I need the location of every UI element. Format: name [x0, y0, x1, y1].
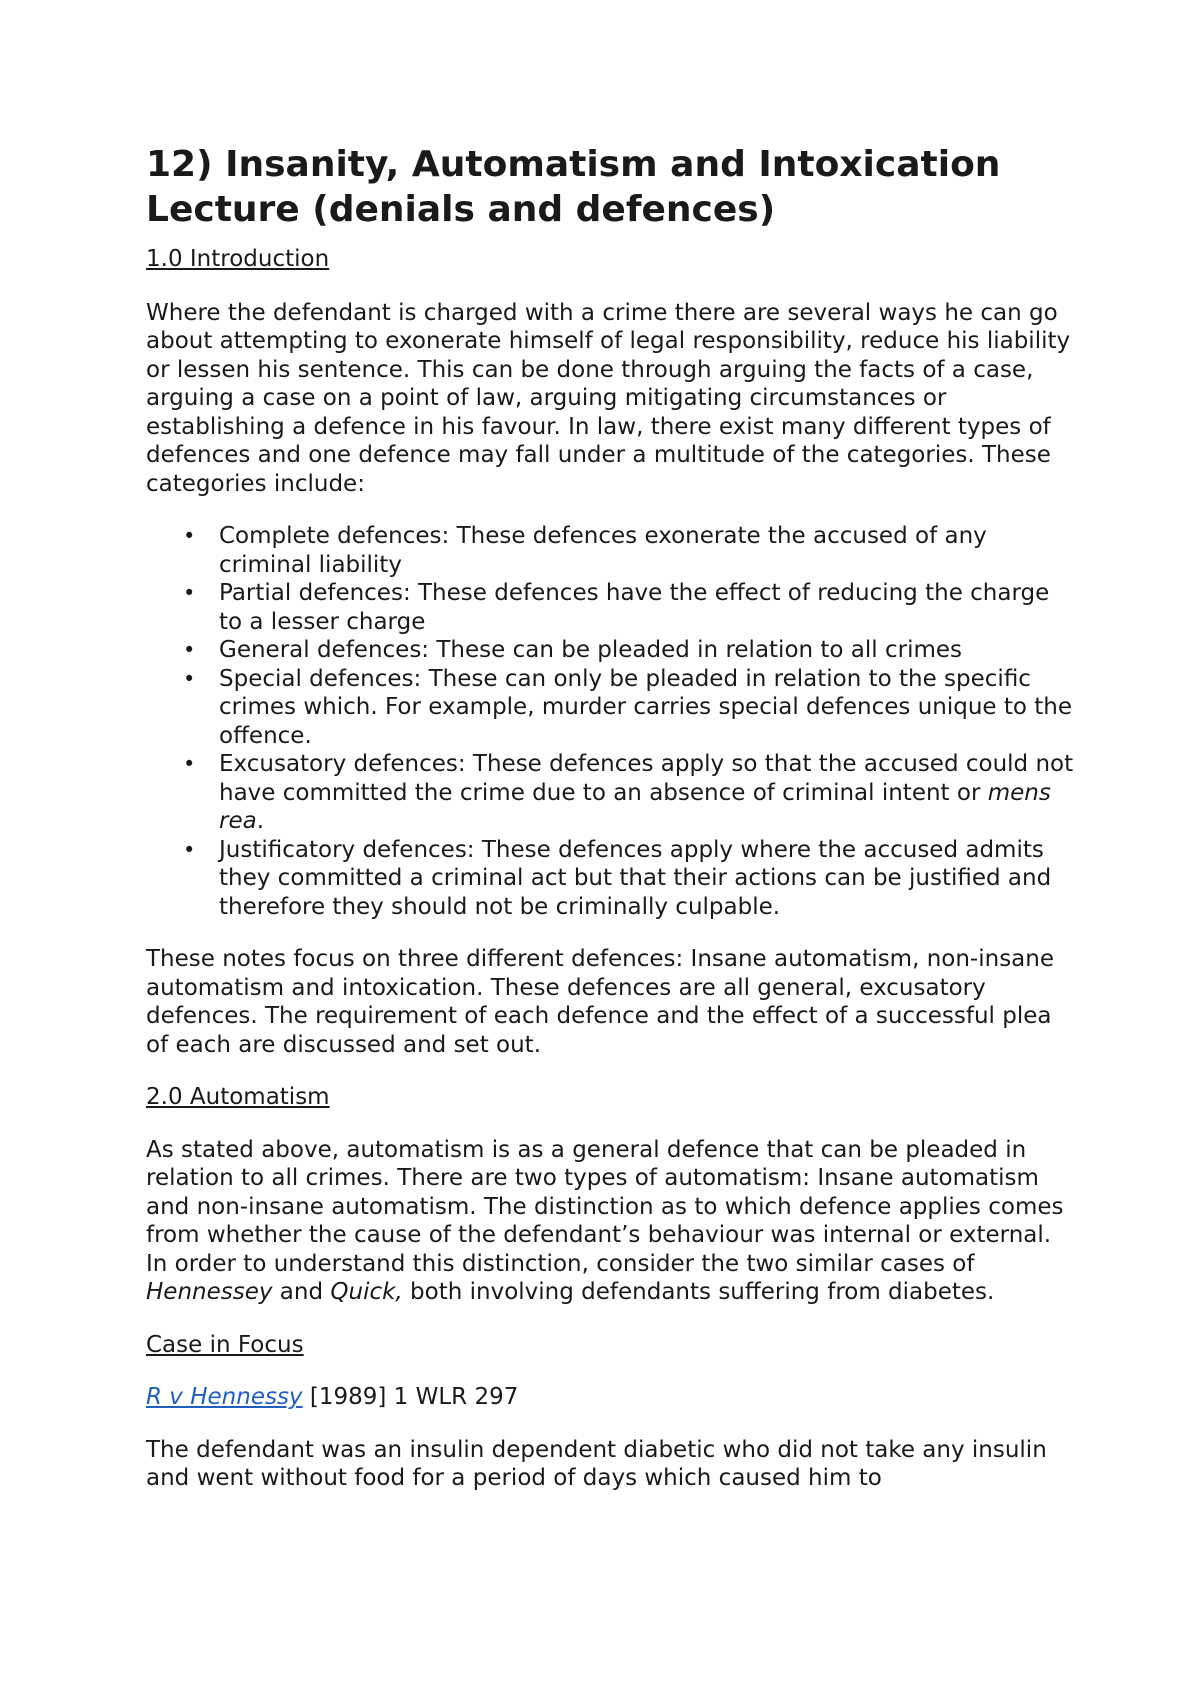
title-line-1: 12) Insanity, Automatism and Intoxication — [146, 144, 1001, 185]
list-item-text: Justificatory defences: These defences apply where the accused admits they committed a criminal act but that their actions can be justified and therefore they should not be criminally culpable. — [219, 836, 1052, 920]
document-page — [146, 142, 1076, 1493]
list-item — [146, 579, 1076, 636]
automatism-text-a: As stated above, automatism is as a general defence that can be pleaded in relation to all crimes. There are two types of automatism: Insane automatism and non-insane automatism. The distinction as to which defence applies comes from whether the cause of the defendant’s behaviour was internal or external. In order to understand this distinction, consider the two similar cases of — [146, 1136, 1064, 1277]
case-name-quick: Quick, — [330, 1279, 403, 1305]
list-item-text: Complete defences: These defences exonerate the accused of any criminal liability — [219, 523, 987, 578]
focus-paragraph: These notes focus on three different defences: Insane automatism, non-insane automatism and intoxication. These defences are all general, excusatory defences. The requirement of each defence and the effect of a successful plea of each are discussed and set out. — [146, 946, 1054, 1058]
bullet-icon: • — [183, 666, 196, 691]
automatism-text-b: both involving defendants suffering from diabetes. — [402, 1279, 995, 1305]
list-item-end: . — [256, 808, 265, 834]
list-item-text: Special defences: These can only be pleaded in relation to the specific crimes which. For example, murder carries special defences unique to the offence. — [219, 665, 1073, 749]
document-title — [146, 142, 1076, 232]
bullet-icon: • — [183, 524, 196, 548]
list-item-text: General defences: These can be pleaded in relation to all crimes — [219, 637, 963, 663]
list-item — [146, 522, 1076, 579]
case-citation-line — [146, 1383, 1076, 1412]
case-paragraph: The defendant was an insulin dependent diabetic who did not take any insulin and went without food for a period of days which caused him to — [146, 1436, 1047, 1491]
bullet-icon: • — [183, 752, 196, 776]
case-name-hennessey: Hennessey — [146, 1279, 273, 1305]
bullet-icon: • — [183, 581, 196, 605]
bullet-icon: • — [183, 638, 196, 662]
mens-rea-term: mens rea — [219, 779, 1051, 834]
title-line-2: Lecture (denials and defences) — [146, 189, 776, 230]
defence-categories-list — [146, 522, 1076, 921]
list-item — [146, 636, 1076, 665]
automatism-paragraph — [146, 1136, 1076, 1307]
intro-heading: 1.0 Introduction — [146, 246, 330, 272]
bullet-icon: • — [183, 837, 196, 862]
automatism-heading: 2.0 Automatism — [146, 1084, 330, 1110]
list-item-text: Partial defences: These defences have the effect of reducing the charge to a lesser charge — [219, 580, 1050, 635]
intro-paragraph: Where the defendant is charged with a crime there are several ways he can go about attempting to exonerate himself of legal responsibility, reduce his liability or lessen his sentence. This can be done through arguing the facts of a case, arguing a case on a point of law, arguing mitigating circumstances or establishing a defence in his favour. In law, there exist many different types of defences and one defence may fall under a multitude of the categories. These categories include: — [146, 299, 1071, 497]
list-item-text: Excusatory defences: These defences apply so that the accused could not have committed the crime due to an absence of criminal intent or — [219, 751, 1074, 806]
list-item — [146, 836, 1076, 922]
case-citation: [1989] 1 WLR 297 — [302, 1384, 519, 1410]
automatism-text-and: and — [272, 1279, 331, 1305]
case-in-focus-heading: Case in Focus — [146, 1331, 304, 1358]
list-item — [146, 665, 1076, 751]
list-item — [146, 750, 1076, 836]
case-link-r-v-hennessy[interactable]: R v Hennessy — [146, 1384, 303, 1410]
